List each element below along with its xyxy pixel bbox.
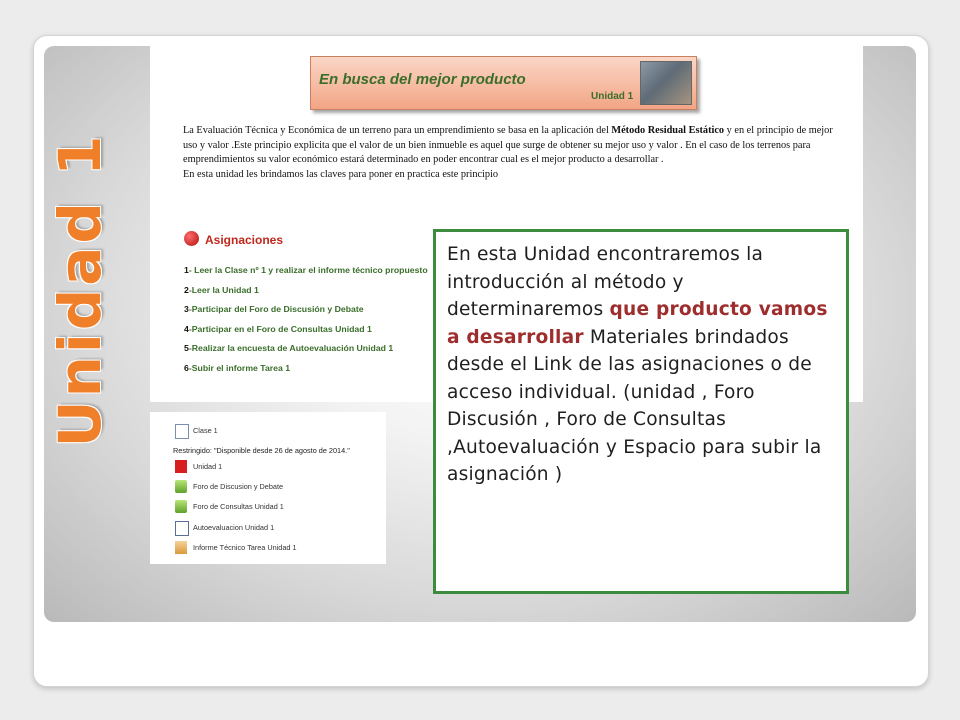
- asignacion-link[interactable]: -Realizar la encuesta de Autoevaluación Unidad 1: [188, 343, 394, 353]
- banner-photo: [640, 61, 692, 105]
- resources-screenshot: [150, 412, 386, 564]
- asignacion-link[interactable]: -Participar en el Foro de Consultas Unidad 1: [188, 323, 372, 334]
- asignacion-link[interactable]: -Leer la Unidad 1: [188, 284, 259, 295]
- asignacion-item[interactable]: 3-Participar del Foro de Discusión y Debate: [184, 304, 364, 314]
- resource-label[interactable]: Autoevaluacion Unidad 1: [193, 523, 275, 532]
- asignacion-link[interactable]: - Leer la Clase nº 1 y realizar el informe técnico propuesto: [188, 265, 428, 275]
- asignacion-item[interactable]: 5-Realizar la encuesta de Autoevaluación Unidad 1: [184, 343, 394, 353]
- asignacion-item[interactable]: 1- Leer la Clase nº 1 y realizar el informe técnico propuesto: [184, 265, 428, 275]
- resource-label[interactable]: Clase 1: [193, 426, 218, 435]
- asignaciones-heading: Asignaciones: [205, 233, 284, 247]
- callout-box: [433, 229, 849, 594]
- callout-highlight: que producto vamos a desarrollar: [447, 299, 828, 348]
- banner-unit-label: Unidad 1: [591, 91, 634, 102]
- asignaciones-bullet-icon: [184, 231, 199, 246]
- intro-last-line: En esta unidad les brindamos las claves para poner en practica este principio: [183, 168, 499, 180]
- resource-label[interactable]: Foro de Discusion y Debate: [193, 482, 284, 491]
- quiz-icon: [175, 521, 189, 536]
- pdf-icon: [175, 460, 187, 473]
- method-name: Método Residual Estático: [611, 125, 725, 136]
- callout-text: En esta Unidad encontraremos la introducción al método y determinaremos: [447, 244, 764, 320]
- resource-label[interactable]: Foro de Consultas Unidad 1: [193, 502, 284, 511]
- asignaciones-list: [184, 261, 428, 378]
- asignacion-item[interactable]: 6-Subir el informe Tarea 1: [184, 362, 291, 373]
- forum-icon: [175, 500, 187, 513]
- asignacion-item[interactable]: 2-Leer la Unidad 1: [184, 284, 259, 295]
- restricted-notice: Restringido: "Disponible desde 26 de agosto de 2014.": [173, 446, 350, 455]
- page-icon: [175, 424, 189, 439]
- asignacion-link[interactable]: -Participar del Foro de Discusión y Debate: [188, 304, 364, 314]
- intro-paragraph: La Evaluación Técnica y Económica de un terreno para un emprendimiento se basa en la aplicación del Método Residual Estático y en el principio de mejor uso y valor .Este principio explicita que el valor de un bien inmueble es aquel que surge de obtener su mejor uso y valor . En el caso de los terrenos para emprendimientos su valor económico estará determinado en poder encontrar cual es el mejor producto a desarrollar . En esta unidad les brindamos las claves para poner en practica este principio: [183, 125, 833, 180]
- callout-text-rest: Materiales brindados desde el Link de las asignaciones o de acceso individual. (unidad , Foro Discusión , Foro de Consultas ,Autoevaluación y Espacio para subir la asignación ): [447, 326, 822, 485]
- unit-banner: [310, 56, 697, 110]
- slide-title: Unidad 1: [46, 132, 114, 448]
- resource-label[interactable]: Unidad 1: [193, 462, 223, 471]
- resource-label[interactable]: Informe Técnico Tarea Unidad 1: [193, 543, 297, 552]
- forum-icon: [175, 480, 187, 493]
- banner-title: En busca del mejor producto: [319, 71, 526, 88]
- assignment-icon: [175, 541, 187, 554]
- asignacion-item[interactable]: 4-Participar en el Foro de Consultas Unidad 1: [184, 323, 372, 334]
- asignacion-link[interactable]: -Subir el informe Tarea 1: [188, 362, 291, 373]
